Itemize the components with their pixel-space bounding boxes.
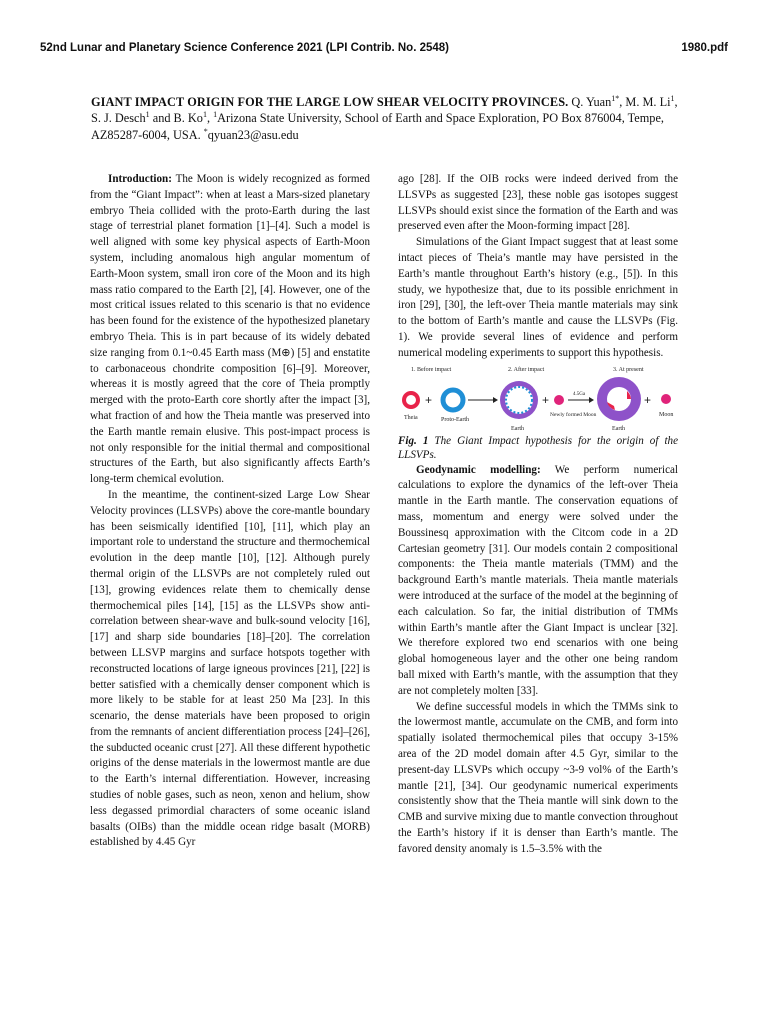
left-column — [90, 172, 370, 851]
body-paragraph: Simulations of the Giant Impact suggest that at least some intact pieces of Theia’s mantle may have persisted in the Earth’s mantle throughout Earth’s history (e.g., [5]). In this study, we hypothesize that, due to its possible enrichment in iron [29], [30], the left-over Theia mantle materials may sink to the bottom of Earth’s mantle and cause the LLSVPs (Fig. 1). We provide several lines of evidence and perform numerical modeling experiments to support this hypothesis. — [398, 236, 678, 359]
intro-paragraph: Introduction: The Moon is widely recognized as formed from the “Giant Impact”: when at least a Mars-sized planetary embryo Theia collided with the proto-Earth during the last stage of terrestrial planet formation [1]–[4]. Such a model is well aligned with some key physical aspects of Earth-Moon system, including anomalous high angular momentum of Earth-Moon system, small iron core of the Moon and its high mass ratio compared to the Earth [2], [4]. However, one of the most critical issues related to this scenario is that no evidence has been found for the existence of the hypothesized planetary embryo Theia. This is in part because of its widely debated size ranging from 0.1~0.45 Earth mass (M⊕) [5] and enstatite to carbonaceous chondrite composition [6]–[9]. Moreover, whereas it is mostly agreed that the core of Theia promptly merged with the proto-Earth core shortly after the impact [3], what fraction of and how the Theia mantle was preserved into the Earth mantle remain elusive. This post-impact process is not only responsible for the initial thermal and compositional structures of the Earth, but also significantly affects Earth’s long-term chemical evolution. — [90, 173, 370, 486]
moon — [661, 394, 671, 404]
author-email[interactable]: qyuan23@asu.edu — [207, 127, 299, 142]
body-paragraph: In the meantime, the continent-sized Large Low Shear Velocity provinces (LLSVPs) above the core-mantle boundary has been seismically identified [10], [11], which play an important role to understand the structure and thermochemical evolution in the deep mantle [10], [12]. Although purely thermal origin of the LLSVPs are not completely ruled out [13], growing evidences relate them to chemically dense thermochemical piles [14], [15] as the LLSVPs show anti-correlation between shear-wave and bulk-sound velocity [16], [17] and sharp side boundaries [18]–[20]. The correlation between LLSVP margins and surface hotspots together with reconstructed locations of large igneous provinces [21], [22] is better satisfied with a chemically denser component which is more likely to be stable for at least 250 Ma [23]. In this scenario, the dense materials have been proposed to origin from the remnants of ancient differentiation process [24]–[26], the subducted oceanic crust [27]. All these different hypothetic origins of the dense materials in the lowermost mantle are due to the Earth’s internal differentiation. However, increasing studies of noble gases, such as neon, xenon and helium, show less degassed primordial characters of some oceanic island basalts (OIBs) than the middle ocean ridge basalt (MORB) established by 4.45 Gyr — [90, 488, 370, 849]
affiliation: Arizona State University, School of Earth and Space Exploration, PO Box 876004, Tempe, AZ85287-6004, USA. — [91, 111, 664, 142]
geodynamic-paragraph: Geodynamic modelling: We perform numerical calculations to explore the dynamics of the left-over Theia mantle in the Earth mantle. The conservation equations of mass, momentum and energy were solved under the Boussinesq approximation with the Citcom code in a 2D Cartesian geometry [31]. Our models contain 2 compositional components: the Theia mantle materials (TMM) and the background Earth’s mantle materials. Theia mantle materials were introduced at the surface of the model at the beginning of each calculation. So far, the initial distribution of TMMs within Earth’s mantle after the Giant Impact is unclear [32]. We therefore explored two end scenarios with one being global homogeneous layer and the other one being random ball mixed with Earth’s mantle, with the assumption that they are not completely molten [33]. — [398, 463, 678, 697]
proto-earth-planet — [443, 390, 463, 410]
paper-title: GIANT IMPACT ORIGIN FOR THE LARGE LOW SHEAR VELOCITY PROVINCES. — [91, 95, 569, 109]
stage-label-after: 2. After impact — [508, 366, 545, 373]
intro-heading: Introduction: — [108, 173, 172, 185]
svg-text:+: + — [644, 392, 652, 407]
figure-caption: Fig. 1 The Giant Impact hypothesis for the origin of the LLSVPs. — [398, 434, 679, 462]
proto-earth-label: Proto-Earth — [441, 416, 469, 423]
author-list: Q. Yuan$^{1*}$, M. M. Li$^1$, S. J. Desch$^1$ and B. Ko$^1$, — [91, 93, 678, 126]
arrow-time-label: 4.5Ga — [573, 391, 586, 397]
theia-label: Theia — [404, 414, 418, 421]
body-paragraph: We define successful models in which the TMMs sink to the lowermost mantle, accumulate on the CMB, and form into spatially isolated thermochemical piles that occupy 3-15% area of the 2D model domain after 4.5 Gyr, similar to the present-day LLSVPs which occupy ~3-9 vol% of the Earth’s mantle [21], [34]. Our geodynamic numerical experiments consistently show that the Theia mantle will sink down to the CMB and survive mixing due to mantle convection throughout the Earth’s history if it is denser than Earth’s mantle. The favored density anomaly is 1.5–3.5% with the — [398, 700, 678, 855]
giant-impact-diagram — [398, 364, 678, 434]
stage-label-present: 3. At present — [613, 366, 644, 373]
newly-formed-moon — [554, 395, 564, 405]
geo-heading: Geodynamic modelling: — [416, 463, 541, 476]
newly-formed-moon-label: Newly formed Moon — [550, 411, 597, 418]
earth-after-label: Earth — [511, 425, 524, 432]
earth-present-label: Earth — [612, 425, 625, 432]
title-block: GIANT IMPACT ORIGIN FOR THE LARGE LOW SHEAR VELOCITY PROVINCES. Q. Yuan$^{1*}$, M. M. Li$^1$, S. J. Desch$^1$ and B. Ko$^1$, $^1$Arizona State University, School of Earth and Space Exploration, PO Box 876004, Tempe, AZ85287-6004, USA. *qyuan23@asu.edu — [91, 93, 678, 142]
body-paragraph: ago [28]. If the OIB rocks were indeed derived from the LLSVPs as suggested [23], these noble gas isotopes suggest LLSVPs should exist since the formation of the Earth and was preserved even after the Moon-forming impact [28]. — [398, 173, 678, 233]
right-column — [398, 172, 678, 857]
page-header — [40, 42, 728, 54]
conference-header: 52nd Lunar and Planetary Science Conference 2021 (LPI Contrib. No. 2548) — [40, 42, 450, 54]
svg-text:+: + — [425, 392, 433, 407]
caption-label: Fig. 1 — [398, 434, 429, 447]
moon-label: Moon — [659, 411, 674, 418]
theia-planet — [404, 393, 418, 407]
figure-1 — [398, 364, 678, 434]
svg-text:+: + — [542, 392, 550, 407]
stage-label-before: 1. Before impact — [411, 366, 452, 373]
file-name: 1980.pdf — [681, 42, 728, 54]
